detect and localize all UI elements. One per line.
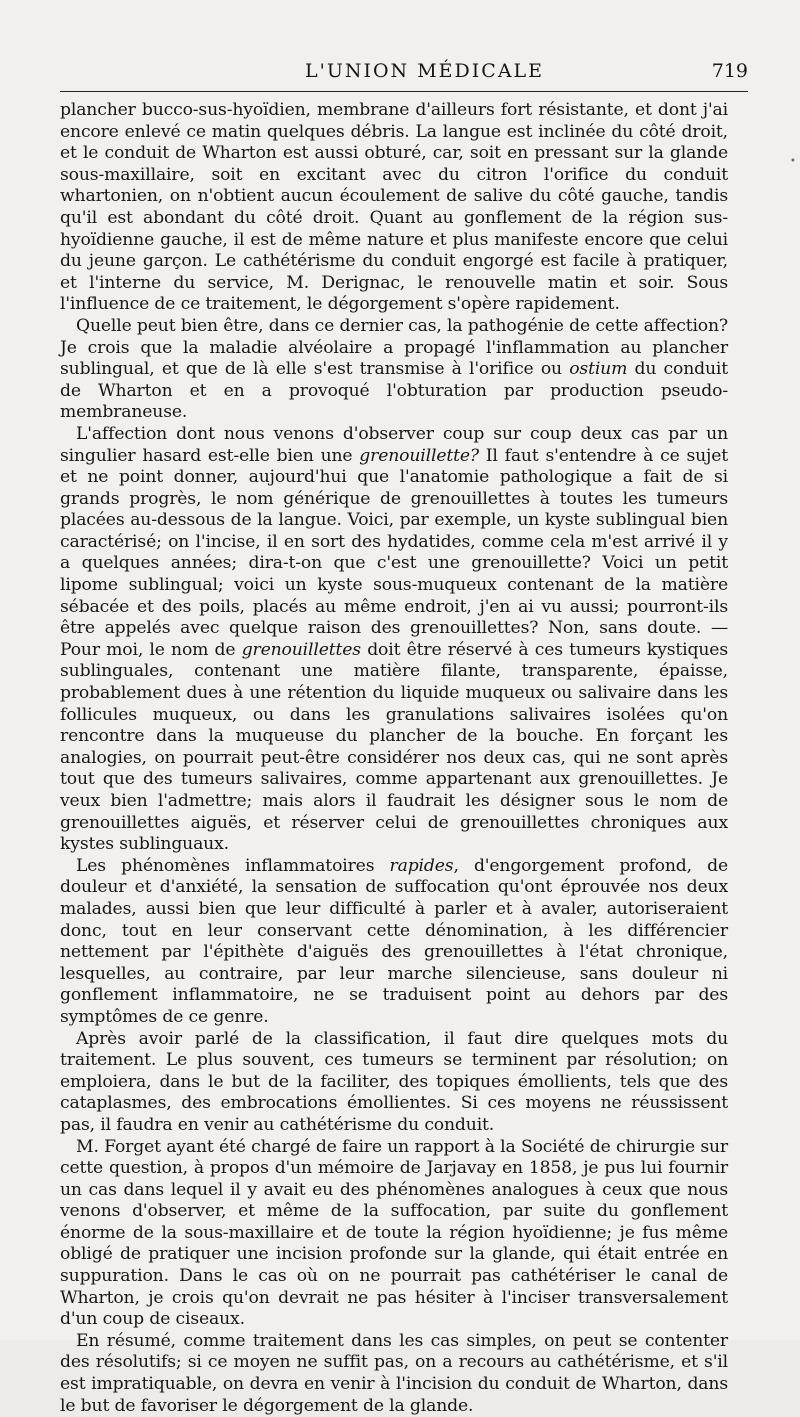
paragraph-4-text-a: Les phénomènes inflammatoires	[76, 855, 390, 876]
paragraph-7-text: En résumé, comme traitement dans les cas simples, on peut se contenter des résolutifs; si ce moyen ne suffit pas, on a recours au cathétérisme, et s'il est impratiquable, on devra en venir à l'incision du conduit de Wharton, dans le but de favoriser le dégorgement de la glande.	[60, 1330, 728, 1416]
paragraph-5	[60, 1029, 728, 1137]
page-number: 719	[711, 60, 748, 82]
paragraph-2-text-b: du conduit de Wharton et en a provoqué l'obturation par production pseudo-membraneuse.	[60, 359, 728, 423]
paragraph-6	[60, 1137, 728, 1331]
paragraph-3-text-b: Il faut s'entendre à ce sujet et ne point donner, aujourd'hui que l'anatomie pathologique a fait de si grands progrès, le nom générique de grenouillettes à toutes les tumeurs placées au-dessous de la langue. Voici, par exemple, un kyste sublingual bien caractérisé; on l'incise, il en sort des hydatides, comme cela m'est arrivé il y a quelques années; dira-t-on que c'est une grenouillette? Voici un petit lipome sublingual; voici un kyste sous-muqueux contenant de la matière sébacée et des poils, placés au même endroit, j'en ai vu aussi; pourront-ils être appelés avec quelque raison des grenouillettes? Non, sans doute. — Pour moi, le nom de	[60, 445, 728, 660]
paragraph-7	[60, 1331, 728, 1417]
paragraph-3-italic-1: grenouillette?	[359, 445, 479, 466]
paragraph-3-italic-2: grenouillettes	[241, 639, 361, 660]
paragraph-4-text-b: , d'engorgement profond, de douleur et d'anxiété, la sensation de suffocation qu'ont éprouvée nos deux malades, aussi bien que leur difficulté à parler et à avaler, autoriseraient donc, tout en leur conservant cette dénomination, à les différencier nettement par l'épithète d'aiguës des grenouillettes à l'état chronique, lesquelles, au contraire, par leur marche silencieuse, sans douleur ni gonflement inflammatoire, ne se traduisent point au dehors par des symptômes de ce genre.	[60, 855, 728, 1027]
header-rule	[60, 91, 748, 92]
paragraph-5-text: Après avoir parlé de la classification, il faut dire quelques mots du traitement. Le plus souvent, ces tumeurs se terminent par résolution; on emploiera, dans le but de la faciliter, des topiques émollients, tels que des cataplasmes, des embrocations émollientes. Si ces moyens ne réussissent pas, il faudra en venir au cathétérisme du conduit.	[60, 1028, 728, 1135]
paragraph-4-italic: rapides	[389, 855, 454, 876]
paragraph-3-text-a: L'affection dont nous venons d'observer coup sur coup deux cas par un singulier hasard est-elle bien une	[60, 423, 728, 466]
paragraph-4	[60, 856, 728, 1029]
body-text	[60, 100, 728, 1417]
paragraph-2	[60, 316, 728, 424]
stray-ink-mark: •	[790, 156, 796, 167]
paragraph-1-text: plancher bucco-sus-hyoïdien, membrane d'ailleurs fort résistante, et dont j'ai encore enlevé ce matin quelques débris. La langue est inclinée du côté droit, et le conduit de Wharton est aussi obturé, car, soit en pressant sur la glande sous-maxillaire, soit en excitant avec du citron l'orifice du conduit whartonien, on n'obtient aucun écoulement de salive du côté gauche, tandis qu'il est abondant du côté droit. Quant au gonflement de la région sus-hyoïdienne gauche, il est de même nature et plus manifeste encore que celui du jeune garçon. Le cathétérisme du conduit engorgé est facile à pratiquer, et l'interne du service, M. Derignac, le renouvelle matin et soir. Sous l'influence de ce traitement, le dégorgement s'opère rapidement.	[60, 100, 728, 315]
paragraph-1	[60, 100, 728, 316]
paragraph-6-text: M. Forget ayant été chargé de faire un rapport à la Société de chirurgie sur cette question, à propos d'un mémoire de Jarjavay en 1858, je pus lui fournir un cas dans lequel il y avait eu des phénomènes analogues à ceux que nous venons d'observer, et même de la suffocation, par suite du gonflement énorme de la sous-maxillaire et de toute la région hyoïdienne; je fus même obligé de pratiquer une incision profonde sur la glande, qui était entrée en suppuration. Dans le cas où on ne pourrait pas cathétériser le canal de Wharton, je crois qu'on devrait ne pas hésiter à l'inciser transversalement d'un coup de ciseaux.	[60, 1136, 728, 1330]
running-head: L'UNION MÉDICALE	[305, 60, 545, 82]
page-header	[60, 58, 750, 88]
paragraph-2-text-a: Quelle peut bien être, dans ce dernier cas, la pathogénie de cette affection? Je crois que la maladie alvéolaire a propagé l'inflammation au plancher sublingual, et que de là elle s'est transmise à l'orifice ou	[60, 315, 728, 380]
paragraph-3-text-c: doit être réservé à ces tumeurs kystiques sublinguales, contenant une matière filante, transparente, épaisse, probablement dues à une rétention du liquide muqueux ou salivaire dans les follicules muqueux, ou dans les granulations salivaires isolées qu'on rencontre dans la muqueuse du plancher de la bouche. En forçant les analogies, on pourrait peut-être considérer nos deux cas, qui ne sont après tout que des tumeurs salivaires, comme appartenant aux grenouillettes. Je veux bien l'admettre; mais alors il faudrait les désigner sous le nom de grenouillettes aiguës, et réserver celui de grenouillettes chroniques aux kystes sublinguaux.	[60, 639, 728, 855]
paragraph-2-italic: ostium	[569, 359, 628, 380]
paragraph-3	[60, 424, 728, 856]
